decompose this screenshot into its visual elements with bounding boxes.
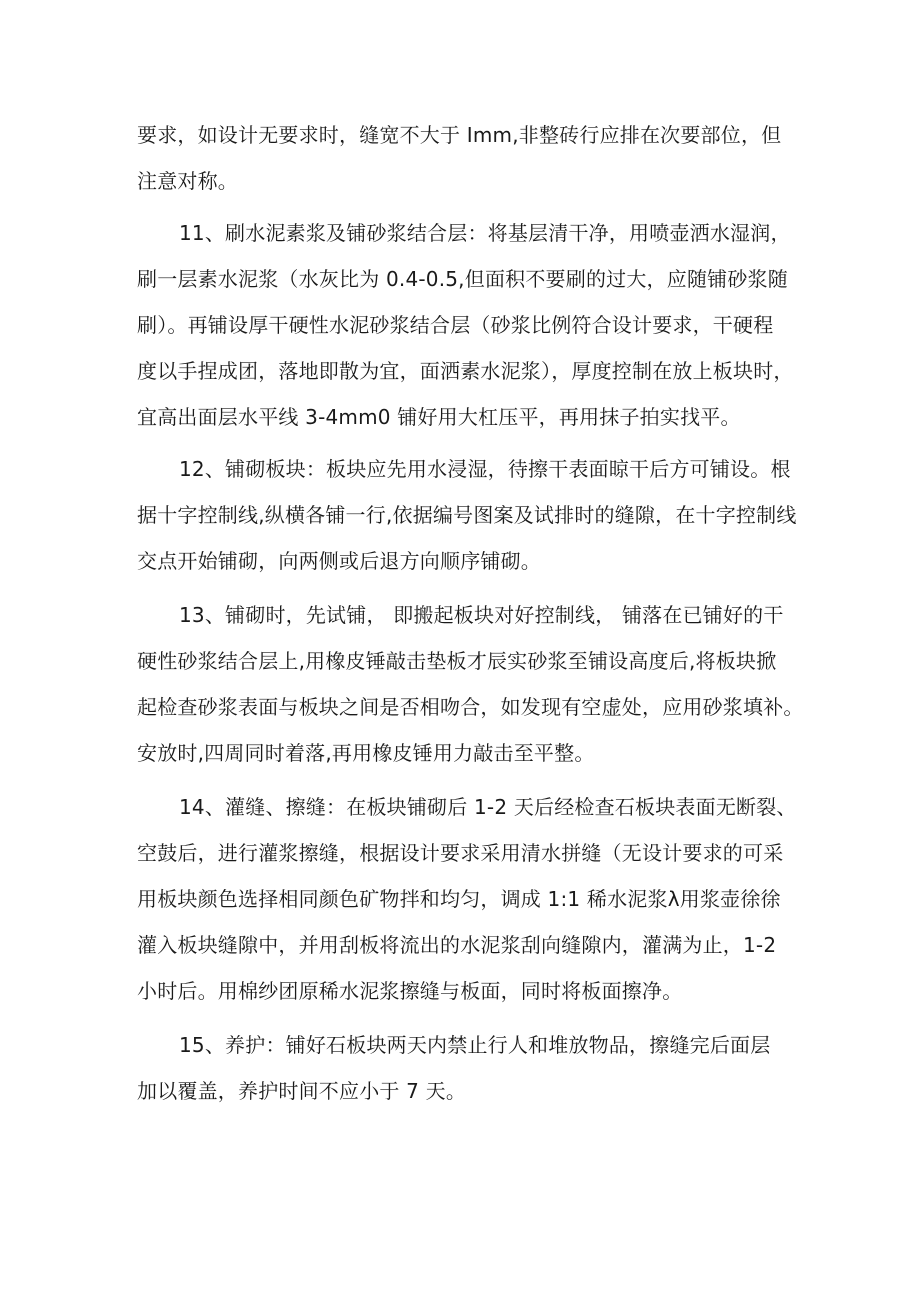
text-line: 安放时,四周同时着落,再用橡皮锤用力敲击至平整。 (137, 741, 595, 765)
text-line: 13、铺砌时，先试铺， 即搬起板块对好控制线， 铺落在已铺好的干 (179, 603, 784, 627)
text-line: 宜高出面层水平线 3-4mm0 铺好用大杠压平，再用抹子拍实找平。 (137, 405, 741, 429)
paragraph-11 (137, 210, 817, 440)
text-line: 灌入板块缝隙中，并用刮板将流出的水泥浆刮向缝隙内，灌满为止，1-2 (137, 933, 777, 957)
text-line: 硬性砂浆结合层上,用橡皮锤敲击垫板才辰实砂浆至铺设高度后,将板块掀 (137, 649, 777, 673)
text-line: 14、灌缝、擦缝：在板块铺砌后 1-2 天后经检查石板块表面无断裂、 (179, 795, 797, 819)
text-line: 11、刷水泥素浆及铺砂浆结合层：将基层清干净，用喷壶洒水湿润， (179, 221, 791, 245)
paragraph-15 (137, 1022, 817, 1114)
text-line: 度以手捏成团，落地即散为宜，面洒素水泥浆），厚度控制在放上板块时， (137, 359, 794, 383)
paragraph-10-continued (137, 112, 817, 204)
text-line: 小时后。用棉纱团原稀水泥浆擦缝与板面，同时将板面擦净。 (137, 979, 683, 1003)
text-line: 刷一层素水泥浆（水灰比为 0.4-0.5,但面积不要刷的过大，应随铺砂浆随 (137, 267, 788, 291)
text-line: 注意对称。 (137, 169, 238, 193)
text-line: 据十字控制线,纵横各铺一行,依据编号图案及试排时的缝隙，在十字控制线 (137, 503, 797, 527)
text-line: 刷）。再铺设厚干硬性水泥砂浆结合层（砂浆比例符合设计要求，干硬程 (137, 313, 774, 337)
paragraph-12 (137, 446, 817, 584)
paragraph-14 (137, 784, 817, 1014)
text-line: 空鼓后，进行灌浆擦缝，根据设计要求采用清水拼缝（无设计要求的可采 (137, 841, 784, 865)
text-line: 用板块颜色选择相同颜色矿物拌和均匀，调成 1:1 稀水泥浆λ用浆壶徐徐 (137, 887, 781, 911)
text-line: 要求，如设计无要求时，缝宽不大于 Imm,非整砖行应排在次要部位，但 (137, 123, 782, 147)
text-line: 交点开始铺砌，向两侧或后退方向顺序铺砌。 (137, 549, 541, 573)
text-line: 15、养护：铺好石板块两天内禁止行人和堆放物品，擦缝完后面层 (179, 1033, 771, 1057)
text-line: 起检查砂浆表面与板块之间是否相吻合，如发现有空虚处，应用砂浆填补。 (137, 695, 804, 719)
text-line: 12、铺砌板块：板块应先用水浸湿，待擦干表面晾干后方可铺设。根 (179, 457, 791, 481)
paragraph-13 (137, 592, 817, 776)
text-line: 加以覆盖，养护时间不应小于 7 天。 (137, 1079, 467, 1103)
